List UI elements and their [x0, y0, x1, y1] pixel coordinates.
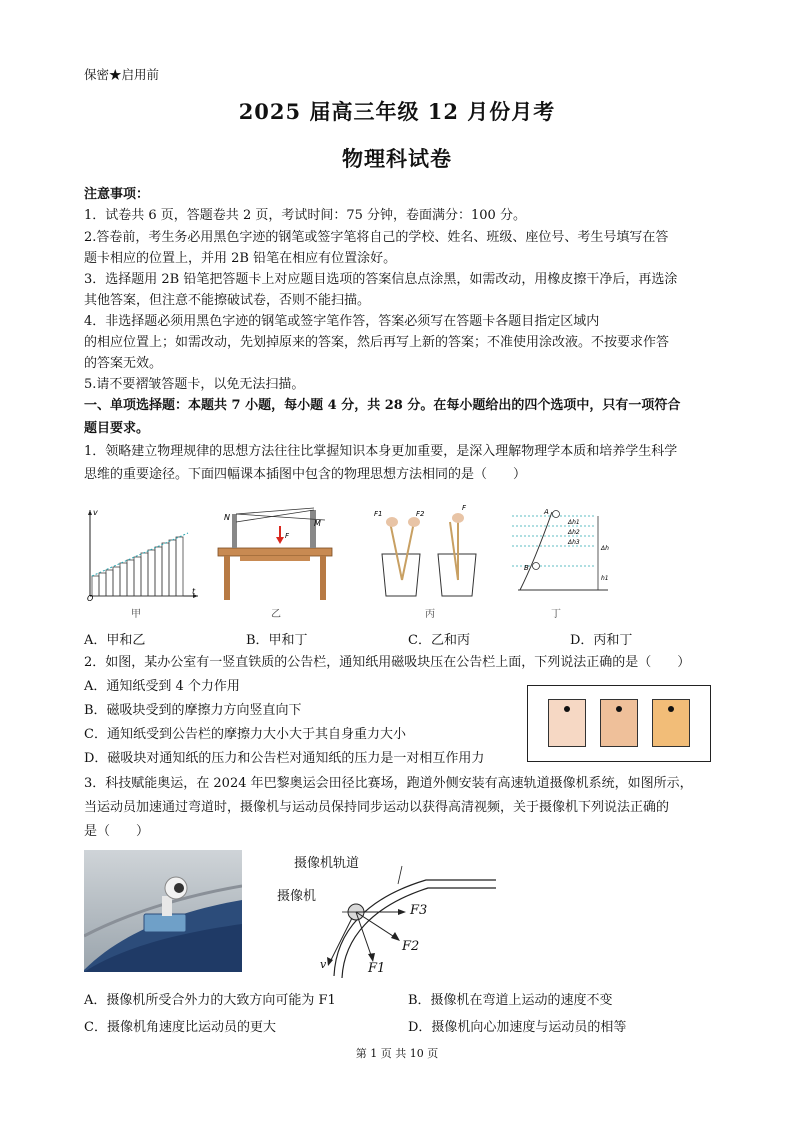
svg-text:v: v [93, 508, 98, 517]
notice-item: 5.请不要褶皱答题卡，以免无法扫描。 [84, 377, 305, 392]
caption-ding: 丁 [551, 609, 561, 620]
label-camera: 摄像机 [277, 889, 317, 904]
svg-text:F2: F2 [416, 510, 425, 518]
svg-text:F: F [285, 532, 290, 540]
question-1-stem-cont: 思维的重要途径。下面四幅课本插图中包含的物理思想方法相同的是（ ） [84, 467, 527, 482]
bulletin-board [527, 685, 711, 762]
figure-ding-slope [508, 500, 618, 600]
question-3-stem: 3．科技赋能奥运，在 2024 年巴黎奥运会田径比赛场，跑道外侧安装有高速轨道摄像机系统，如图所示， [84, 776, 693, 791]
svg-text:O: O [87, 594, 94, 602]
svg-text:F: F [462, 504, 467, 512]
label-f3: F3 [410, 903, 428, 918]
question-1-stem: 1．领略建立物理规律的思想方法往往比掌握知识本身更加重要，是深入理解物理学本质和培养学生科学 [84, 444, 678, 459]
magnet [616, 706, 622, 712]
svg-text:Δh: Δh [601, 545, 609, 552]
svg-text:Δh2: Δh2 [568, 529, 580, 536]
page-title: 2025 届高三年级 12 月份月考 [238, 99, 556, 124]
q1-option-a[interactable]: A．甲和乙 [84, 633, 146, 648]
caption-jia: 甲 [131, 609, 141, 620]
label-v: v [320, 958, 327, 971]
svg-text:M: M [314, 519, 321, 528]
q2-option-a[interactable]: A．通知纸受到 4 个力作用 [84, 679, 240, 694]
svg-text:t: t [192, 587, 196, 596]
q1-option-d[interactable]: D．丙和丁 [570, 633, 633, 648]
caption-bing: 丙 [425, 609, 435, 620]
camera-photo [84, 850, 242, 972]
notice-item: 的答案无效。 [84, 356, 163, 371]
notice-item: 3．选择题用 2B 铅笔把答题卡上对应题目选项的答案信息点涂黑，如需改动，用橡皮擦干净后，再选涂 [84, 272, 678, 287]
figure-bing-cups [372, 500, 490, 600]
magnet [668, 706, 674, 712]
caption-yi: 乙 [271, 609, 281, 620]
q3-option-c[interactable]: C．摄像机角速度比运动员的更大 [84, 1020, 276, 1035]
svg-text:Δh3: Δh3 [568, 539, 580, 546]
notice-paper-3 [652, 699, 690, 747]
notice-paper-2 [600, 699, 638, 747]
notice-paper-1 [548, 699, 586, 747]
svg-text:h1: h1 [601, 575, 609, 582]
svg-text:Δh1: Δh1 [568, 519, 580, 526]
section-heading-cont: 题目要求。 [84, 421, 150, 436]
notice-item: 2.答卷前，考生务必用黑色字迹的钢笔或签字笔将自己的学校、姓名、班级、座位号、考生号填写在答 [84, 230, 669, 245]
magnet [564, 706, 570, 712]
svg-text:B: B [524, 564, 529, 572]
svg-text:F1: F1 [374, 510, 383, 518]
label-camera-track: 摄像机轨道 [294, 856, 360, 871]
notice-item: 题卡相应的位置上，并用 2B 铅笔在相应有位置涂好。 [84, 251, 397, 266]
notice-heading: 注意事项： [84, 187, 150, 202]
notice-item: 其他答案，但注意不能擦破试卷，否则不能扫描。 [84, 293, 371, 308]
page-subtitle: 物理科试卷 [342, 146, 452, 171]
q3-option-b[interactable]: B．摄像机在弯道上运动的速度不变 [408, 993, 613, 1008]
q1-option-c[interactable]: C．乙和丙 [408, 633, 470, 648]
notice-item: 的相应位置上；如需改动，先划掉原来的答案，然后再写上新的答案；不准使用涂改液。不按要求作答 [84, 335, 670, 350]
question-3-stem-cont: 当运动员加速通过弯道时，摄像机与运动员保持同步运动以获得高清视频，关于摄像机下列说法正确的 [84, 800, 670, 815]
label-f2: F2 [402, 939, 420, 954]
svg-text:N: N [224, 513, 230, 522]
question-3-stem-cont: 是（ ） [84, 824, 150, 839]
q3-option-d[interactable]: D．摄像机向心加速度与运动员的相等 [408, 1020, 627, 1035]
q3-option-a[interactable]: A．摄像机所受合外力的大致方向可能为 F1 [84, 993, 336, 1008]
section-heading: 一、单项选择题：本题共 7 小题，每小题 4 分，共 28 分。在每小题给出的四个选项中，只有一项符合 [84, 398, 681, 413]
confidential-mark: 保密★启用前 [84, 67, 160, 82]
notice-item: 4．非选择题必须用黑色字迹的钢笔或签字笔作答，答案必须写在答题卡各题目指定区域内 [84, 314, 600, 329]
label-f1: F1 [368, 961, 386, 976]
figure-jia-graph [84, 506, 202, 602]
question-2-stem: 2．如图，某办公室有一竖直铁质的公告栏，通知纸用磁吸块压在公告栏上面，下列说法正确的是（ ） [84, 655, 691, 670]
figure-yi-apparatus [210, 500, 340, 604]
page-number: 第 1 页 共 10 页 [355, 1047, 439, 1060]
notice-item: 1．试卷共 6 页，答题卷共 2 页，考试时间：75 分钟，卷面满分：100 分。 [84, 208, 526, 223]
q2-option-d[interactable]: D．磁吸块对通知纸的压力和公告栏对通知纸的压力是一对相互作用力 [84, 751, 485, 766]
q2-option-c[interactable]: C．通知纸受到公告栏的摩擦力大小大于其自身重力大小 [84, 727, 406, 742]
q2-option-b[interactable]: B．磁吸块受到的摩擦力方向竖直向下 [84, 703, 302, 718]
svg-text:A: A [544, 508, 549, 516]
q1-option-b[interactable]: B．甲和丁 [246, 633, 308, 648]
